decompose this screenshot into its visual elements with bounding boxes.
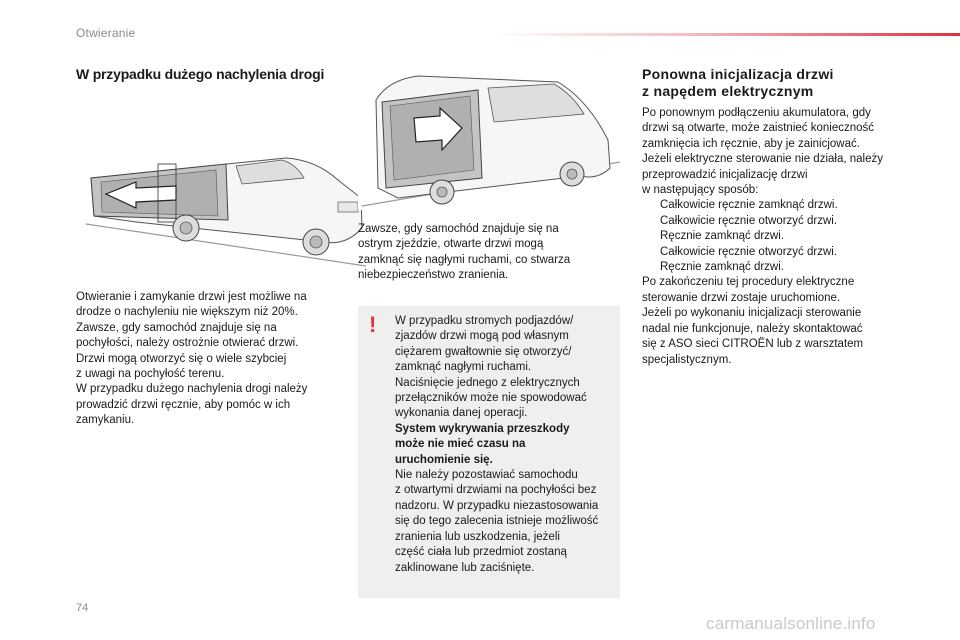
heading-reinitialization bbox=[642, 66, 902, 100]
text-line: W przypadku stromych podjazdów/ bbox=[395, 315, 574, 327]
text-line: nadal nie funkcjonuje, należy skontaktować bbox=[642, 322, 863, 335]
heading-line: Ponowna inicjalizacja drzwi bbox=[642, 66, 834, 82]
text-line-bold: może nie mieć czasu na bbox=[395, 438, 526, 451]
text-line: zamykaniu. bbox=[76, 414, 135, 427]
text-line: nadzoru. W przypadku niezastosowania bbox=[395, 499, 599, 512]
text-line: z uwagi na pochyłość terenu. bbox=[76, 368, 225, 381]
text-line: wykonania danej operacji. bbox=[395, 407, 528, 420]
text-line-bold: uruchomienie się. bbox=[395, 453, 493, 466]
text-line: zaklinowane lub zaciśnięte. bbox=[395, 561, 535, 574]
step-text: Ręcznie zamknąć drzwi. bbox=[660, 261, 784, 274]
text-line: ciężarem gwałtownie się otworzyć/ bbox=[395, 345, 572, 358]
text-line: Zawsze, gdy samochód znajduje się na bbox=[76, 321, 277, 334]
step-item bbox=[642, 229, 883, 244]
text-line: przeprowadzić inicjalizację drzwi bbox=[642, 168, 808, 181]
step-text: Całkowicie ręcznie otworzyć drzwi. bbox=[660, 245, 838, 258]
text-line: sterowanie drzwi zostaje uruchomione. bbox=[642, 291, 841, 304]
warning-text bbox=[395, 314, 598, 576]
step-item bbox=[642, 260, 883, 275]
text-line: część ciała lub przedmiot zostaną bbox=[395, 546, 567, 559]
middle-paragraph bbox=[358, 222, 570, 284]
van-uphill-illustration bbox=[358, 70, 620, 210]
text-line: drzwi są otwarte, może zaistnieć konieczność bbox=[642, 122, 875, 135]
van-downhill-illustration bbox=[76, 138, 366, 268]
heading-steep-slope: W przypadku dużego nachylenia drogi bbox=[76, 66, 325, 82]
text-line: niebezpieczeństwo zranienia. bbox=[358, 269, 509, 282]
text-line: z otwartymi drzwiami na pochyłości bez bbox=[395, 484, 597, 497]
text-line: ostrym zjeździe, otwarte drzwi mogą bbox=[358, 238, 544, 251]
right-paragraph bbox=[642, 106, 883, 368]
left-paragraph bbox=[76, 290, 307, 429]
text-line: pochyłości, należy ostrożnie otwierać drzwi. bbox=[76, 337, 299, 350]
step-item bbox=[642, 198, 883, 213]
text-line: Otwieranie i zamykanie drzwi jest możliwe na bbox=[76, 291, 307, 303]
text-line: zjazdów drzwi mogą pod własnym bbox=[395, 330, 569, 343]
text-line: zamknąć się nagłymi ruchami, co stwarza bbox=[358, 253, 571, 266]
section-title: Otwieranie bbox=[76, 26, 136, 40]
text-line: Drzwi mogą otworzyć się o wiele szybciej bbox=[76, 352, 287, 365]
text-line: Jeżeli po wykonaniu inicjalizacji sterowanie bbox=[642, 307, 862, 320]
text-line: prowadzić drzwi ręcznie, aby pomóc w ich bbox=[76, 398, 291, 411]
text-line: Jeżeli elektryczne sterowanie nie działa, należy bbox=[642, 153, 883, 166]
text-line: Nie należy pozostawiać samochodu bbox=[395, 469, 578, 482]
text-line: zamknąć nagłymi ruchami. bbox=[395, 361, 532, 374]
text-line: drodze o nachyleniu nie większym niż 20%. bbox=[76, 306, 298, 319]
text-line: zranienia lub uszkodzenia, jeżeli bbox=[395, 530, 560, 543]
text-line: Po zakończeniu tej procedury elektryczne bbox=[642, 276, 855, 289]
header-accent-line bbox=[490, 33, 960, 36]
text-line: zamknięcia ich ręcznie, aby je zainicjować. bbox=[642, 137, 860, 150]
text-line: specjalistycznym. bbox=[642, 353, 732, 366]
step-text: Ręcznie zamknąć drzwi. bbox=[660, 230, 784, 243]
heading-line: z napędem elektrycznym bbox=[642, 83, 814, 99]
step-text: Całkowicie ręcznie otworzyć drzwi. bbox=[660, 214, 838, 227]
text-line: Po ponownym podłączeniu akumulatora, gdy bbox=[642, 107, 871, 119]
step-item bbox=[642, 214, 883, 229]
watermark: carmanualsonline.info bbox=[706, 614, 876, 633]
page-number: 74 bbox=[76, 602, 89, 614]
exclamation-icon: ! bbox=[369, 312, 377, 337]
text-line: Zawsze, gdy samochód znajduje się na bbox=[358, 223, 559, 235]
text-line: się z ASO sieci CITROËN lub z warsztatem bbox=[642, 338, 864, 351]
text-line: się do tego zalecenia istnieje możliwość bbox=[395, 515, 599, 528]
step-text: Całkowicie ręcznie zamknąć drzwi. bbox=[660, 199, 838, 212]
step-item bbox=[642, 245, 883, 260]
text-line: W przypadku dużego nachylenia drogi należy bbox=[76, 383, 308, 396]
text-line: przełączników może nie spowodować bbox=[395, 392, 587, 405]
text-line-bold: System wykrywania przeszkody bbox=[395, 422, 570, 435]
text-line: w następujący sposób: bbox=[642, 184, 759, 197]
text-line: Naciśnięcie jednego z elektrycznych bbox=[395, 376, 580, 389]
